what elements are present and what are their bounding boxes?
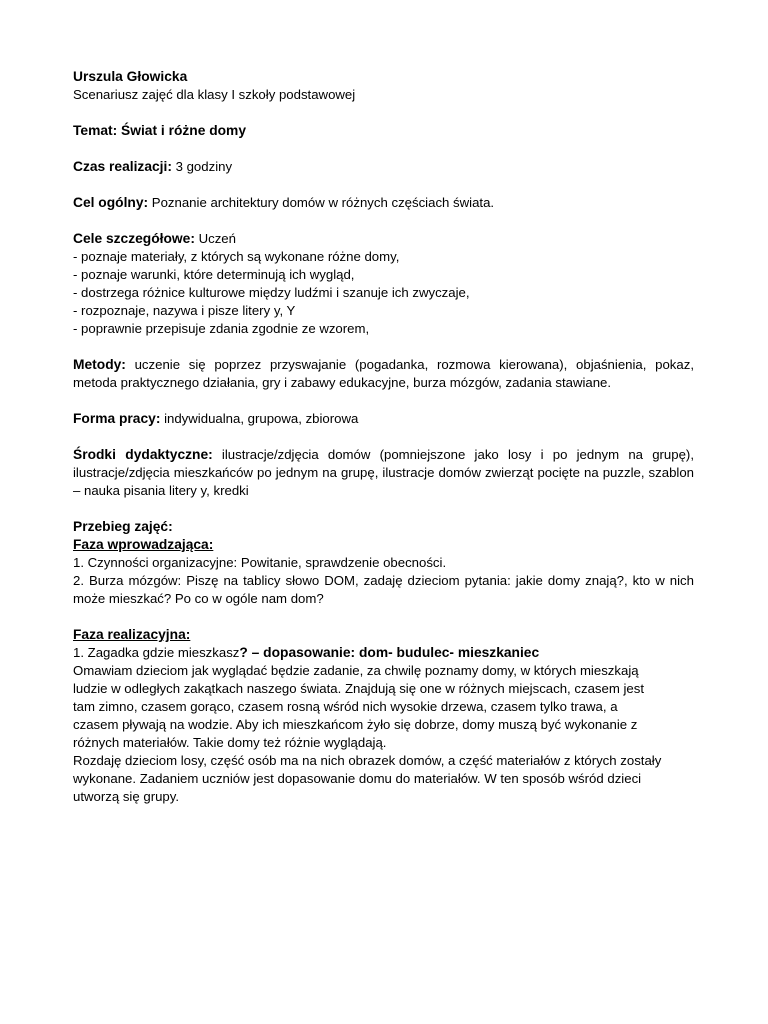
objective-item: - dostrzega różnice kulturowe między ludźmi i szanuje ich zwyczaje,	[73, 285, 470, 300]
main-phase-item	[73, 644, 694, 662]
paragraph-line: utworzą się grupy.	[73, 789, 180, 804]
paragraph-line: różnych materiałów. Takie domy też różnie wyglądają.	[73, 735, 387, 750]
intro-phase-item: 1. Czynności organizacyjne: Powitanie, sprawdzenie obecności.	[73, 555, 447, 570]
paragraph-line: Omawiam dzieciom jak wyglądać będzie zadanie, za chwilę poznamy domy, w których mieszkają	[73, 663, 639, 678]
main-phase-section	[73, 626, 694, 806]
methods-paragraph	[73, 356, 694, 392]
course-heading: Przebieg zajęć:	[73, 519, 173, 534]
goal-value: Poznanie architektury domów w różnych częściach świata.	[148, 195, 495, 210]
goal-label: Cel ogólny:	[73, 195, 149, 210]
intro-phase-item: 2. Burza mózgów: Piszę na tablicy słowo DOM, zadaję dzieciom pytania: jakie domy znają?, kto w nich może mieszkać? Po co w ogóle nam dom?	[73, 573, 694, 606]
paragraph-line: czasem pływają na wodzie. Aby ich mieszkańcom żyło się dobrze, domy muszą być wykonanie z	[73, 717, 638, 732]
main-phase-paragraph	[73, 662, 694, 806]
objective-item: - poprawnie przepisuje zdania zgodnie ze wzorem,	[73, 321, 370, 336]
main-phase-item-bold: ? – dopasowanie: dom- budulec- mieszkaniec	[239, 645, 540, 660]
intro-phase-heading: Faza wprowadzająca:	[73, 537, 214, 552]
author-name: Urszula Głowicka	[73, 69, 188, 84]
work-form-line	[73, 410, 694, 428]
objectives-heading	[73, 230, 694, 248]
time-value: 3 godziny	[171, 159, 233, 174]
objective-item: - poznaje warunki, które determinują ich wygląd,	[73, 267, 355, 282]
materials-value: ilustracje/zdjęcia domów (pomniejszone jako losy i po jednym na grupę), ilustracje/zdjęcia mieszkańców po jednym na grupę, ilustracje domów zwierząt pocięte na puzzle, szablon – nauka pisania litery y, kredki	[73, 447, 694, 498]
methods-value: uczenie się poprzez przyswajanie (pogadanka, rozmowa kierowana), objaśnienia, pokaz, metoda praktycznego działania, gry i zabawy edukacyjne, burza mózgów, zadania stawiane.	[73, 357, 694, 390]
objective-item: - poznaje materiały, z których są wykonane różne domy,	[73, 249, 400, 264]
main-phase-item-text: 1. Zagadka gdzie mieszkasz	[73, 645, 240, 660]
materials-label: Środki dydaktyczne:	[73, 447, 213, 462]
work-form-label: Forma pracy:	[73, 411, 161, 426]
paragraph-line: ludzie w odległych zakątkach naszego świata. Znajdują się one w różnych miejscach, czasem jest	[73, 681, 645, 696]
document-subtitle: Scenariusz zajęć dla klasy I szkoły podstawowej	[73, 87, 356, 102]
objectives-section	[73, 230, 694, 338]
time-line	[73, 158, 694, 176]
objective-item: - rozpoznaje, nazywa i pisze litery y, Y	[73, 303, 296, 318]
time-label: Czas realizacji:	[73, 159, 172, 174]
goal-line	[73, 194, 694, 212]
course-section	[73, 518, 694, 608]
objectives-label: Cele szczegółowe:	[73, 231, 195, 246]
paragraph-line: tam zimno, czasem gorąco, czasem rosną wśród nich wysokie drzewa, czasem tylko trawa, a	[73, 699, 618, 714]
main-phase-heading: Faza realizacyjna:	[73, 627, 191, 642]
work-form-value: indywidualna, grupowa, zbiorowa	[160, 411, 359, 426]
paragraph-line: wykonane. Zadaniem uczniów jest dopasowanie domu do materiałów. W ten sposób wśród dzieci	[73, 771, 642, 786]
methods-label: Metody:	[73, 357, 126, 372]
materials-paragraph	[73, 446, 694, 500]
topic-heading: Temat: Świat i różne domy	[73, 123, 246, 138]
paragraph-line: Rozdaję dzieciom losy, część osób ma na nich obrazek domów, a część materiałów z których zostały	[73, 753, 662, 768]
objectives-intro: Uczeń	[194, 231, 236, 246]
